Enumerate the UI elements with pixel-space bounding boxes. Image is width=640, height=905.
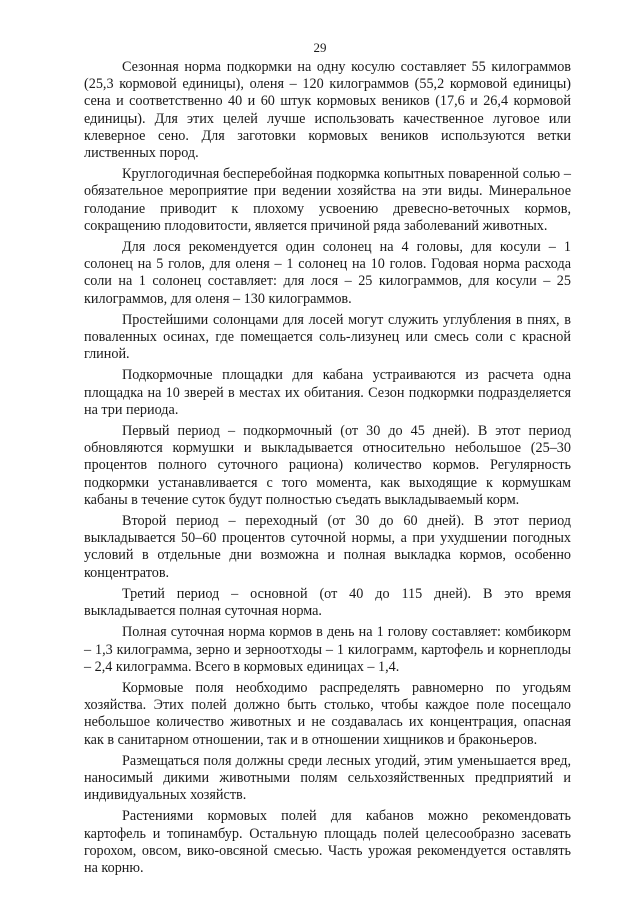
paragraph-boar-feeding-sites: Подкормочные площадки для кабана устраиваются из расчета одна площадка на 10 зверей в местах их обитания. Сезон подкормки подразделяется на три периода. (84, 367, 571, 418)
paragraph-field-crops: Растениями кормовых полей для кабанов можно рекомендовать картофель и топинамбур. Остальную площадь полей целесообразно засевать горохом, овсом, вико-овсяной смесью. Часть урожая рекомендуется оставлять на корню. (84, 808, 571, 876)
page-number: 29 (313, 40, 327, 55)
paragraph-salt-feeding: Круглогодичная бесперебойная подкормка копытных поваренной солью – обязательное мероприятие при ведении хозяйства на эти виды. Минеральное голодание приводит к плохому усвоению древесно-веточных кормов, сокращению плодовитости, является причиной ряда заболеваний животных. (84, 166, 571, 234)
paragraph-second-period: Второй период – переходный (от 30 до 60 дней). В этот период выкладывается 50–60 процентов суточной нормы, а при ухудшении погодных условий в отдельные дни возможна и полная выкладка кормов, особенно концентратов. (84, 513, 571, 581)
paragraph-third-period: Третий период – основной (от 40 до 115 дней). В это время выкладывается полная суточная норма. (84, 585, 571, 620)
paragraph-field-placement: Размещаться поля должны среди лесных угодий, этим уменьшается вред, наносимый дикими животными полям сельхозяйственных предприятий и индивидуальных хозяйств. (84, 752, 571, 804)
paragraph-forage-fields: Кормовые поля необходимо распределять равномерно по угодьям хозяйства. Этих полей должно быть столько, чтобы каждое поле посещало небольшое количество животных и не создавалась их концентрация, опасная как в санитарном отношении, так и в отношении хищников и браконьеров. (84, 679, 571, 748)
paragraph-salt-lick-norms: Для лося рекомендуется один солонец на 4 головы, для косули – 1 солонец на 5 голов, для оленя – 1 солонец на 10 голов. Годовая норма расхода соли на 1 солонец составляет: для лося – 25 килограммов, для косули – 25 килограммов, для оленя – 130 килограммов. (84, 239, 571, 307)
text-body (84, 59, 571, 877)
paragraph-roe-deer-feeding-norm: Сезонная норма подкормки на одну косулю составляет 55 килограммов (25,3 кормовой единицы), оленя – 120 килограммов (55,2 кормовой единицы) сена и соответственно 40 и 60 штук кормовых веников (17,6 и 26,4 кормовой единицы). Для этих целей лучше использовать качественное луговое или клеверное сено. Для заготовки кормовых веников используются ветки лиственных пород. (84, 59, 571, 162)
paragraph-simple-salt-licks: Простейшими солонцами для лосей могут служить углубления в пнях, в поваленных осинах, где помещается соль-лизунец или смесь соли с красной глиной. (84, 311, 571, 363)
paragraph-first-period: Первый период – подкормочный (от 30 до 45 дней). В этот период обновляются кормушки и выкладывается относительно небольшое (25–30 процентов полного суточного рациона) количество кормов. Регулярность подкормки устанавливается с того момента, как выходящие к кормушкам кабаны в течение суток будут полностью съедать выкладываемый корм. (84, 423, 571, 508)
paragraph-daily-norm: Полная суточная норма кормов в день на 1 голову составляет: комбикорм – 1,3 килограмма, зерно и зерноотходы – 1 килограмм, картофель и корнеплоды – 2,4 килограмма. Всего в кормовых единицах – 1,4. (84, 624, 571, 675)
